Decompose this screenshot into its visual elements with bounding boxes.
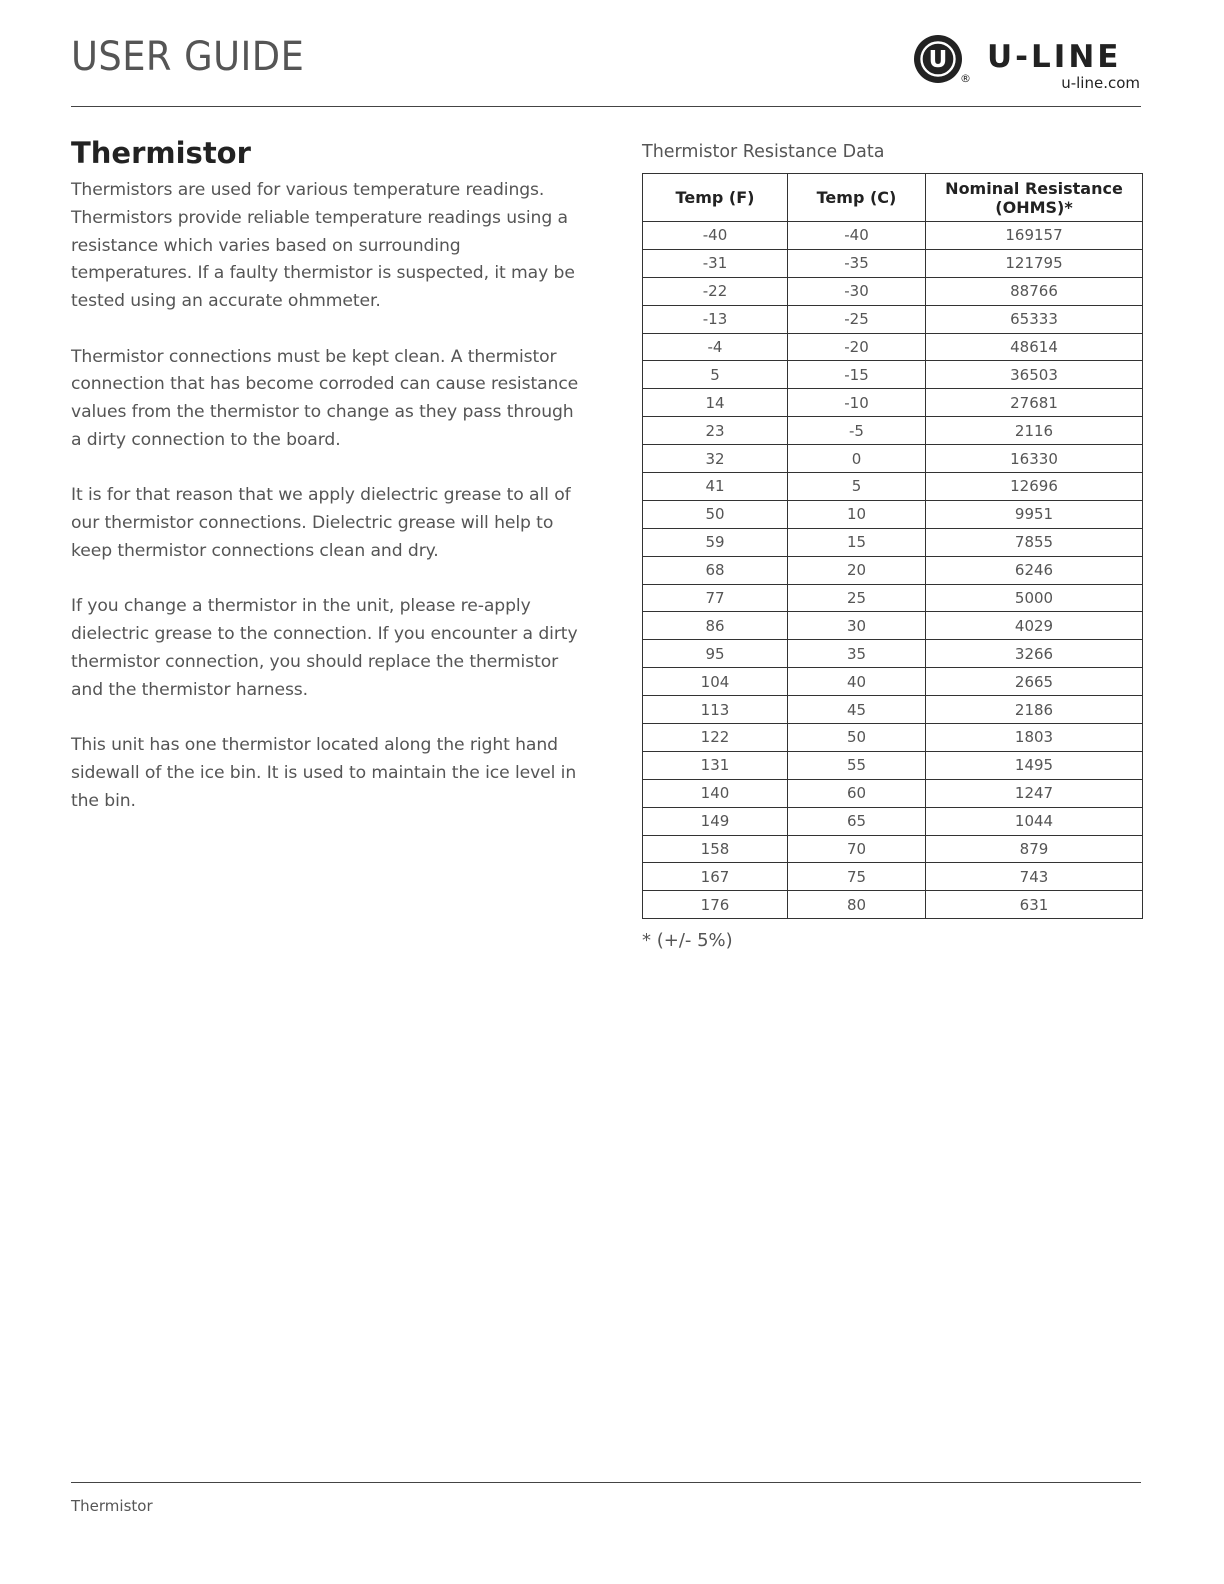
cell-temp-f: 50 — [643, 500, 788, 528]
table-row — [643, 500, 1143, 528]
cell-temp-c: 30 — [788, 612, 926, 640]
logo-wordmark: U-LINE — [987, 39, 1122, 75]
logo-mark-letter: U — [928, 47, 948, 73]
cell-resistance: 9951 — [926, 500, 1143, 528]
cell-resistance: 3266 — [926, 640, 1143, 668]
cell-temp-c: 50 — [788, 724, 926, 752]
page-header-title: USER GUIDE — [71, 34, 305, 80]
cell-temp-f: 77 — [643, 584, 788, 612]
cell-temp-c: 35 — [788, 640, 926, 668]
cell-temp-c: 65 — [788, 807, 926, 835]
table-body — [643, 222, 1143, 919]
cell-temp-f: 176 — [643, 891, 788, 919]
table-row — [643, 277, 1143, 305]
cell-resistance: 5000 — [926, 584, 1143, 612]
table-row — [643, 333, 1143, 361]
cell-resistance: 1044 — [926, 807, 1143, 835]
footer-divider — [71, 1482, 1141, 1483]
table-row — [643, 891, 1143, 919]
cell-resistance: 631 — [926, 891, 1143, 919]
table-row — [643, 584, 1143, 612]
paragraph: This unit has one thermistor located along the right hand sidewall of the ice bin. It is used to maintain the ice level in the bin. — [71, 735, 577, 811]
cell-temp-f: -13 — [643, 305, 788, 333]
cell-temp-c: -35 — [788, 249, 926, 277]
cell-temp-f: -40 — [643, 222, 788, 250]
logo-url: u-line.com — [1061, 74, 1140, 92]
cell-temp-c: 60 — [788, 779, 926, 807]
table-footnote: * (+/- 5%) — [642, 930, 733, 951]
cell-temp-c: -20 — [788, 333, 926, 361]
cell-resistance: 2665 — [926, 668, 1143, 696]
table-row — [643, 249, 1143, 277]
table-row — [643, 724, 1143, 752]
registered-mark: ® — [960, 72, 971, 85]
cell-temp-c: -30 — [788, 277, 926, 305]
cell-temp-c: 40 — [788, 668, 926, 696]
cell-temp-f: 122 — [643, 724, 788, 752]
cell-temp-c: 45 — [788, 696, 926, 724]
table-caption: Thermistor Resistance Data — [642, 142, 885, 162]
cell-temp-c: 80 — [788, 891, 926, 919]
section-title: Thermistor — [71, 136, 251, 170]
table-row — [643, 361, 1143, 389]
cell-resistance: 121795 — [926, 249, 1143, 277]
table-row — [643, 835, 1143, 863]
table-row — [643, 612, 1143, 640]
cell-temp-f: 104 — [643, 668, 788, 696]
cell-resistance: 4029 — [926, 612, 1143, 640]
header-nominal-resistance: Nominal Resistance (OHMS)* — [926, 174, 1143, 222]
table-row — [643, 751, 1143, 779]
header-divider — [71, 106, 1141, 107]
cell-temp-c: 20 — [788, 556, 926, 584]
footer-label: Thermistor — [71, 1497, 153, 1515]
cell-resistance: 16330 — [926, 445, 1143, 473]
cell-temp-c: 75 — [788, 863, 926, 891]
cell-resistance: 1247 — [926, 779, 1143, 807]
brand-logo — [912, 33, 1142, 93]
u-line-logo-icon — [912, 33, 964, 85]
cell-temp-f: 167 — [643, 863, 788, 891]
table-row — [643, 389, 1143, 417]
cell-temp-f: 23 — [643, 417, 788, 445]
table-row — [643, 807, 1143, 835]
table-row — [643, 473, 1143, 501]
cell-temp-c: 5 — [788, 473, 926, 501]
cell-temp-f: 158 — [643, 835, 788, 863]
cell-temp-f: 95 — [643, 640, 788, 668]
cell-resistance: 65333 — [926, 305, 1143, 333]
cell-temp-f: -22 — [643, 277, 788, 305]
table-row — [643, 696, 1143, 724]
table-row — [643, 863, 1143, 891]
header-temp-c: Temp (C) — [788, 174, 926, 222]
paragraph: If you change a thermistor in the unit, please re-apply dielectric grease to the connection. If you encounter a dirty thermistor connection, you should replace the thermistor and the thermistor harness. — [71, 596, 578, 700]
table-row — [643, 445, 1143, 473]
cell-temp-f: 86 — [643, 612, 788, 640]
table-row — [643, 668, 1143, 696]
cell-resistance: 879 — [926, 835, 1143, 863]
cell-temp-f: 131 — [643, 751, 788, 779]
cell-resistance: 169157 — [926, 222, 1143, 250]
paragraph: Thermistors are used for various temperature readings. Thermistors provide reliable temperature readings using a resistance which varies based on surrounding temperatures. If a faulty thermistor is suspected, it may be tested using an accurate ohmmeter. — [71, 180, 575, 312]
cell-temp-f: 59 — [643, 528, 788, 556]
cell-temp-f: 149 — [643, 807, 788, 835]
cell-temp-c: 70 — [788, 835, 926, 863]
table-row — [643, 528, 1143, 556]
cell-temp-f: 113 — [643, 696, 788, 724]
cell-temp-c: -40 — [788, 222, 926, 250]
table-row — [643, 779, 1143, 807]
cell-resistance: 7855 — [926, 528, 1143, 556]
cell-temp-f: 5 — [643, 361, 788, 389]
table-row — [643, 222, 1143, 250]
cell-temp-c: 55 — [788, 751, 926, 779]
cell-temp-c: -15 — [788, 361, 926, 389]
cell-temp-c: -25 — [788, 305, 926, 333]
cell-resistance: 2116 — [926, 417, 1143, 445]
cell-temp-f: 32 — [643, 445, 788, 473]
cell-temp-f: 140 — [643, 779, 788, 807]
table-header-row — [643, 174, 1143, 222]
table-row — [643, 640, 1143, 668]
cell-resistance: 48614 — [926, 333, 1143, 361]
cell-temp-f: 14 — [643, 389, 788, 417]
cell-resistance: 36503 — [926, 361, 1143, 389]
header-temp-f: Temp (F) — [643, 174, 788, 222]
cell-resistance: 88766 — [926, 277, 1143, 305]
cell-temp-c: -5 — [788, 417, 926, 445]
cell-resistance: 12696 — [926, 473, 1143, 501]
cell-temp-c: 10 — [788, 500, 926, 528]
table-row — [643, 417, 1143, 445]
cell-temp-f: -31 — [643, 249, 788, 277]
cell-temp-f: 68 — [643, 556, 788, 584]
cell-temp-f: -4 — [643, 333, 788, 361]
cell-temp-f: 41 — [643, 473, 788, 501]
cell-temp-c: 25 — [788, 584, 926, 612]
cell-resistance: 6246 — [926, 556, 1143, 584]
cell-temp-c: 15 — [788, 528, 926, 556]
cell-temp-c: -10 — [788, 389, 926, 417]
paragraph: It is for that reason that we apply dielectric grease to all of our thermistor connections. Dielectric grease will help to keep thermistor connections clean and dry. — [71, 485, 571, 561]
paragraph: Thermistor connections must be kept clean. A thermistor connection that has become corroded can cause resistance values from the thermistor to change as they pass through a dirty connection to the board. — [71, 346, 579, 450]
cell-resistance: 743 — [926, 863, 1143, 891]
cell-resistance: 2186 — [926, 696, 1143, 724]
thermistor-resistance-table — [642, 173, 1143, 919]
cell-temp-c: 0 — [788, 445, 926, 473]
table-row — [643, 556, 1143, 584]
cell-resistance: 1495 — [926, 751, 1143, 779]
cell-resistance: 27681 — [926, 389, 1143, 417]
section-body — [71, 177, 581, 843]
cell-resistance: 1803 — [926, 724, 1143, 752]
table-row — [643, 305, 1143, 333]
